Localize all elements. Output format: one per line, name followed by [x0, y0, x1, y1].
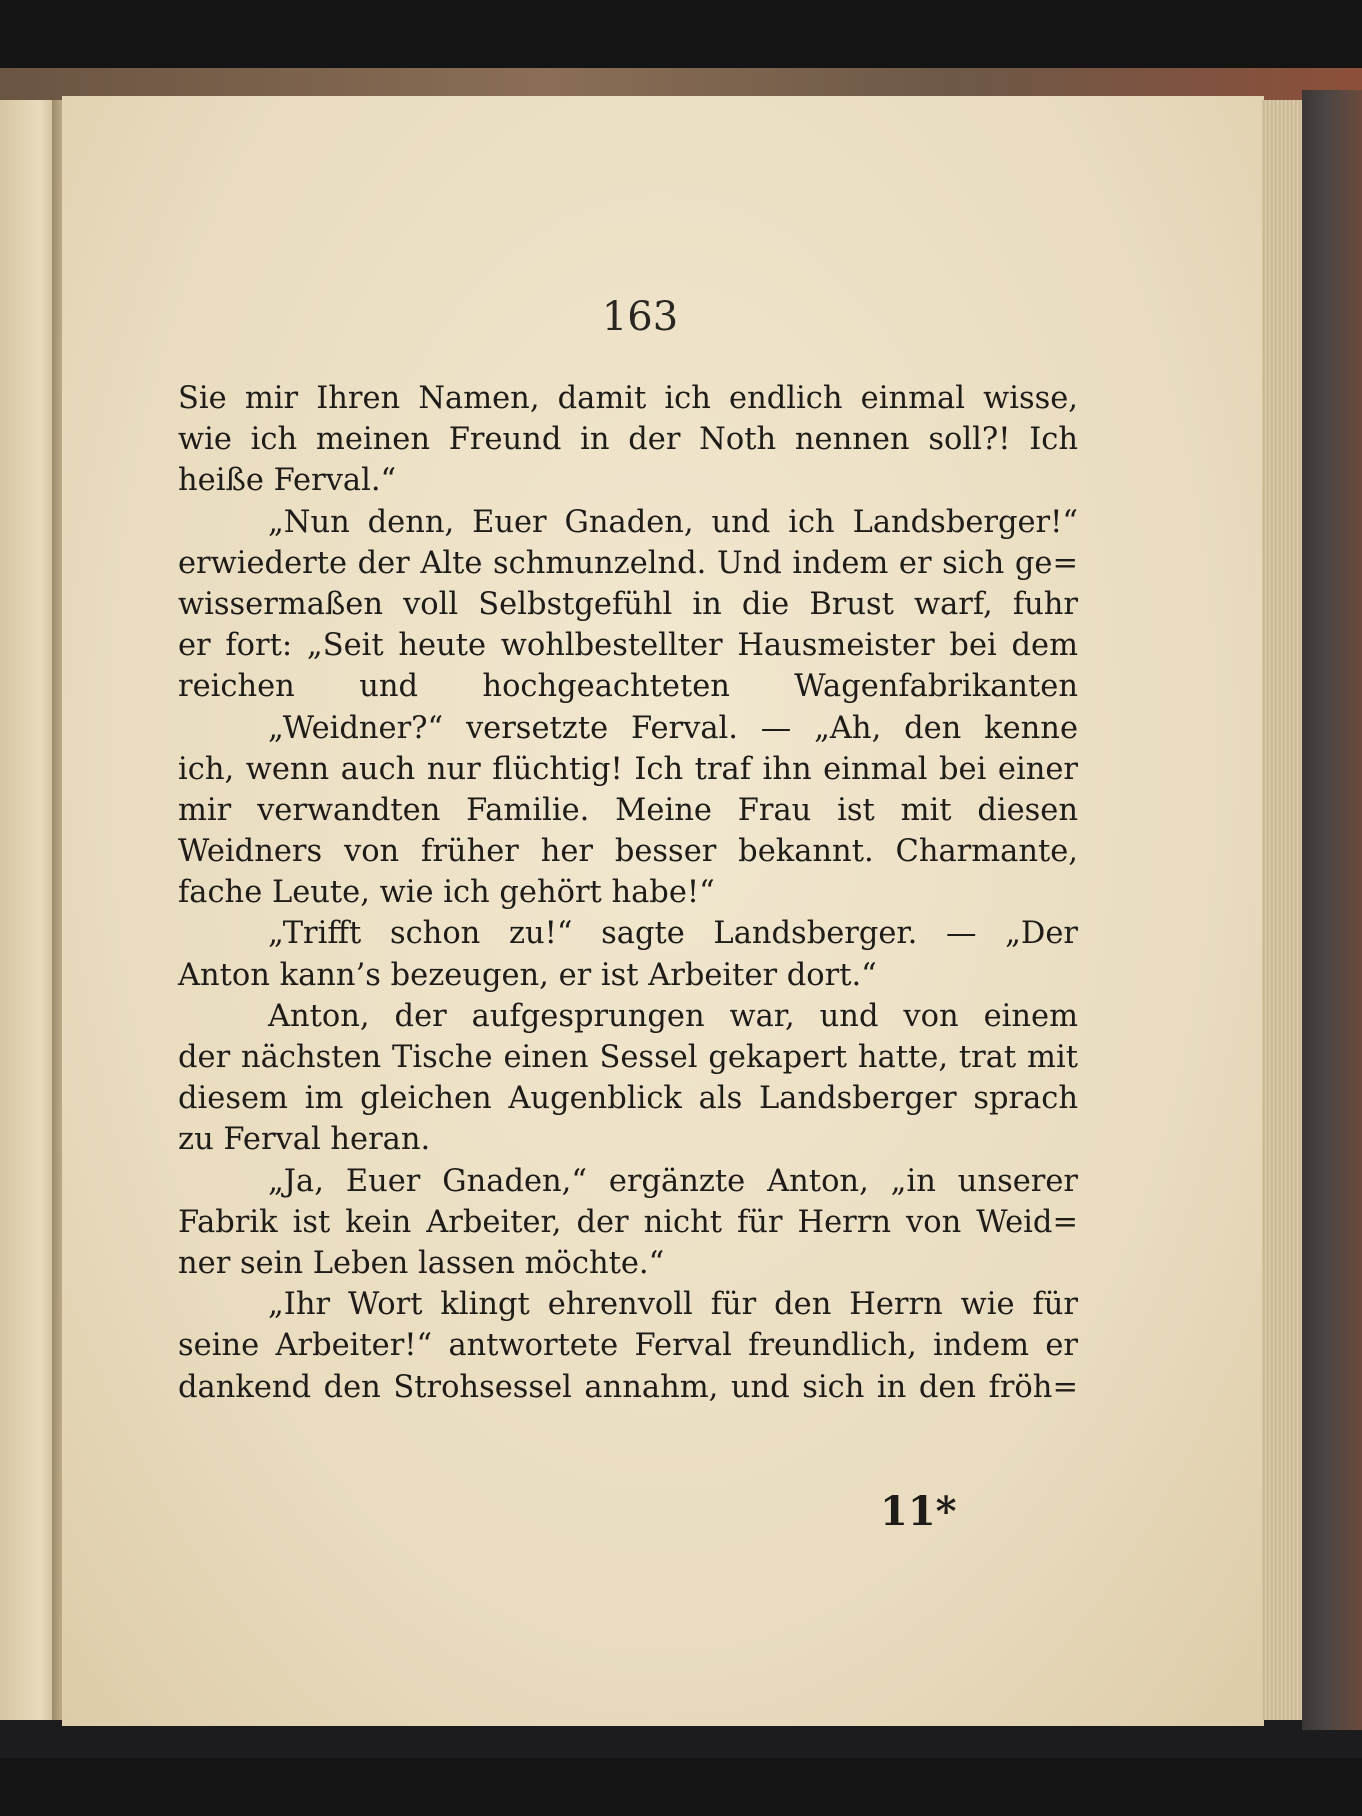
text-line: Anton, der aufgesprungen war, und von einem [268, 998, 1078, 1034]
text-line: fache Leute, wie ich gehört habe!“ [178, 875, 715, 911]
signature-mark: 11* [880, 1488, 957, 1535]
text-line: „Ja, Euer Gnaden,“ ergänzte Anton, „in unserer [268, 1163, 1078, 1199]
text-line: diesem im gleichen Augenblick als Landsberger sprach [178, 1081, 1078, 1117]
text-line: heiße Ferval.“ [178, 463, 397, 499]
text-line: ich, wenn auch nur flüchtig! Ich traf ihn einmal bei einer [178, 751, 1078, 787]
text-line: seine Arbeiter!“ antwortete Ferval freundlich, indem er [178, 1328, 1078, 1364]
text-line: der nächsten Tische einen Sessel gekapert hatte, trat mit [178, 1040, 1078, 1075]
text-line: mir verwandten Familie. Meine Frau ist mit diesen [178, 792, 1078, 828]
text-line: erwiederte der Alte schmunzelnd. Und indem er sich ge= [178, 545, 1078, 581]
text-line: ner sein Leben lassen möchte.“ [178, 1245, 665, 1281]
text-line: „Ihr Wort klingt ehrenvoll für den Herrn wie für [268, 1287, 1078, 1323]
text-line: wissermaßen voll Selbstgefühl in die Brust warf, fuhr [178, 586, 1078, 622]
page-stack-edge [1262, 100, 1302, 1720]
text-line: Sie mir Ihren Namen, damit ich endlich einmal wisse, [178, 381, 1078, 416]
body-text [178, 378, 1078, 1408]
text-line: reichen und hochgeachteten Wagenfabrikanten [178, 669, 1078, 705]
text-line: dankend den Strohsessel annahm, und sich in den fröh= [178, 1369, 1078, 1405]
page-number: 163 [601, 294, 679, 340]
book-binding [1302, 90, 1362, 1730]
text-line: wie ich meinen Freund in der Noth nennen soll?! Ich [178, 422, 1078, 458]
text-line: „Nun denn, Euer Gnaden, und ich Landsberger!“ [268, 504, 1078, 540]
text-line: Fabrik ist kein Arbeiter, der nicht für Herrn von Weid= [178, 1204, 1078, 1240]
text-line: Weidners von früher her besser bekannt. Charmante, [178, 834, 1078, 870]
text-line: „Weidner?“ versetzte Ferval. — „Ah, den kenne [268, 710, 1078, 746]
text-line: zu Ferval heran. [178, 1122, 431, 1158]
text-line: er fort: „Seit heute wohlbestellter Hausmeister bei dem [178, 628, 1078, 664]
text-line: Anton kann’s bezeugen, er ist Arbeiter dort.“ [178, 957, 877, 993]
left-page-edge [0, 100, 58, 1720]
text-line: „Trifft schon zu!“ sagte Landsberger. — „Der [268, 916, 1078, 952]
